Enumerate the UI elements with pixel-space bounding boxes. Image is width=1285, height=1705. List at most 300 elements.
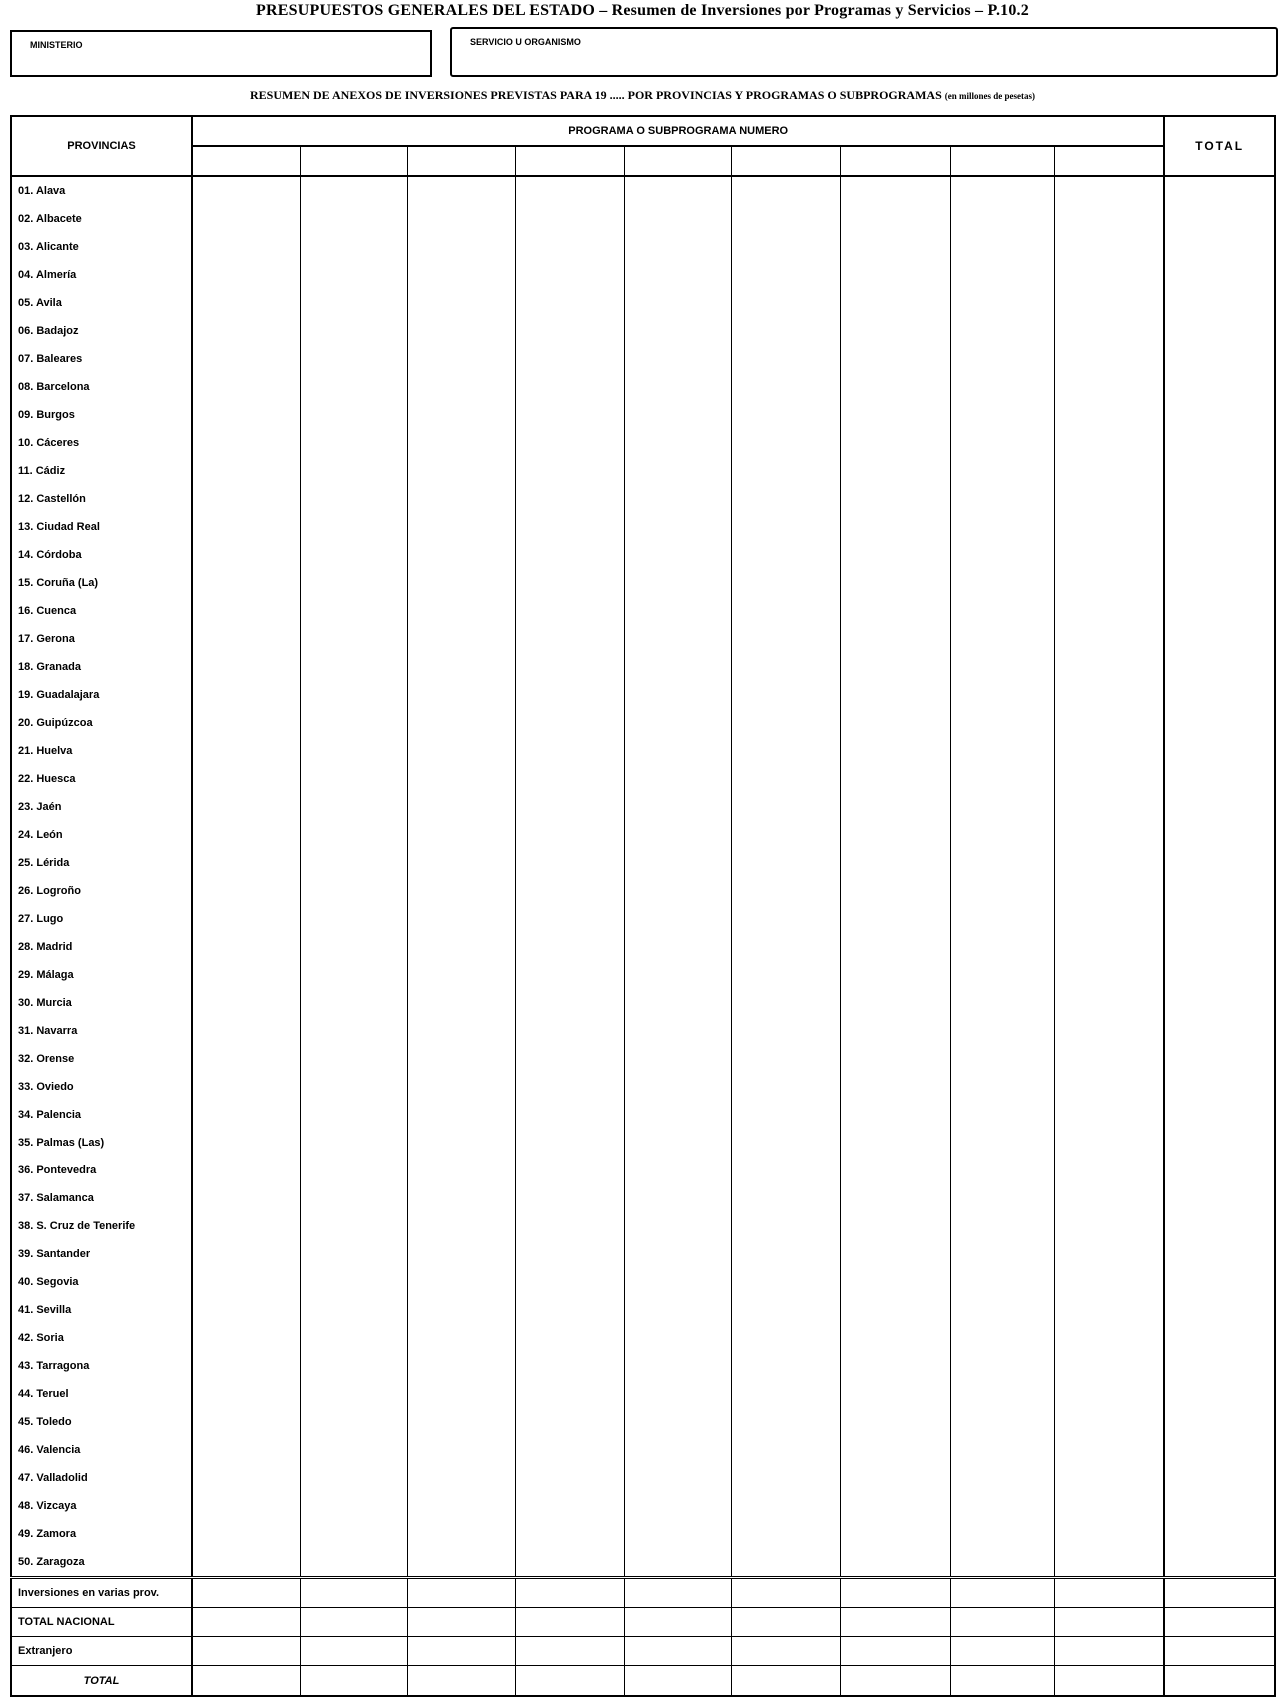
- amount-cell[interactable]: [515, 345, 624, 373]
- amount-cell[interactable]: [840, 1666, 951, 1696]
- amount-cell[interactable]: [1055, 1240, 1165, 1268]
- amount-cell[interactable]: [408, 429, 515, 457]
- amount-cell[interactable]: [192, 1101, 300, 1129]
- amount-cell[interactable]: [732, 1324, 840, 1352]
- amount-cell[interactable]: [951, 1212, 1055, 1240]
- amount-cell[interactable]: [1055, 457, 1165, 485]
- amount-cell[interactable]: [625, 513, 732, 541]
- row-total-cell[interactable]: [1164, 513, 1275, 541]
- amount-cell[interactable]: [515, 849, 624, 877]
- amount-cell[interactable]: [192, 1520, 300, 1548]
- amount-cell[interactable]: [408, 1578, 515, 1608]
- amount-cell[interactable]: [732, 1296, 840, 1324]
- row-total-cell[interactable]: [1164, 401, 1275, 429]
- amount-cell[interactable]: [192, 1240, 300, 1268]
- amount-cell[interactable]: [951, 1240, 1055, 1268]
- amount-cell[interactable]: [300, 1464, 407, 1492]
- amount-cell[interactable]: [951, 1380, 1055, 1408]
- amount-cell[interactable]: [300, 317, 407, 345]
- program-number-cell[interactable]: [951, 146, 1055, 176]
- amount-cell[interactable]: [1055, 933, 1165, 961]
- amount-cell[interactable]: [1055, 877, 1165, 905]
- row-total-cell[interactable]: [1164, 1492, 1275, 1520]
- amount-cell[interactable]: [625, 261, 732, 289]
- amount-cell[interactable]: [625, 289, 732, 317]
- amount-cell[interactable]: [625, 1492, 732, 1520]
- amount-cell[interactable]: [1055, 961, 1165, 989]
- amount-cell[interactable]: [951, 681, 1055, 709]
- amount-cell[interactable]: [408, 793, 515, 821]
- amount-cell[interactable]: [840, 1464, 951, 1492]
- amount-cell[interactable]: [840, 429, 951, 457]
- amount-cell[interactable]: [625, 793, 732, 821]
- row-total-cell[interactable]: [1164, 905, 1275, 933]
- amount-cell[interactable]: [840, 1492, 951, 1520]
- amount-cell[interactable]: [192, 289, 300, 317]
- amount-cell[interactable]: [732, 961, 840, 989]
- amount-cell[interactable]: [732, 1464, 840, 1492]
- amount-cell[interactable]: [951, 1408, 1055, 1436]
- amount-cell[interactable]: [408, 1637, 515, 1666]
- amount-cell[interactable]: [408, 821, 515, 849]
- row-total-cell[interactable]: [1164, 681, 1275, 709]
- amount-cell[interactable]: [840, 1637, 951, 1666]
- amount-cell[interactable]: [1055, 765, 1165, 793]
- amount-cell[interactable]: [625, 821, 732, 849]
- amount-cell[interactable]: [951, 709, 1055, 737]
- amount-cell[interactable]: [408, 1352, 515, 1380]
- amount-cell[interactable]: [300, 933, 407, 961]
- row-total-cell[interactable]: [1164, 289, 1275, 317]
- amount-cell[interactable]: [300, 1045, 407, 1073]
- amount-cell[interactable]: [1055, 176, 1165, 205]
- amount-cell[interactable]: [515, 1548, 624, 1578]
- amount-cell[interactable]: [192, 849, 300, 877]
- amount-cell[interactable]: [1055, 1408, 1165, 1436]
- amount-cell[interactable]: [1055, 737, 1165, 765]
- amount-cell[interactable]: [840, 1184, 951, 1212]
- amount-cell[interactable]: [408, 1520, 515, 1548]
- amount-cell[interactable]: [408, 1492, 515, 1520]
- row-total-cell[interactable]: [1164, 1666, 1275, 1696]
- amount-cell[interactable]: [1055, 373, 1165, 401]
- amount-cell[interactable]: [300, 737, 407, 765]
- amount-cell[interactable]: [732, 485, 840, 513]
- program-number-cell[interactable]: [625, 146, 732, 176]
- amount-cell[interactable]: [1055, 849, 1165, 877]
- amount-cell[interactable]: [625, 1408, 732, 1436]
- amount-cell[interactable]: [1055, 1608, 1165, 1637]
- amount-cell[interactable]: [192, 905, 300, 933]
- amount-cell[interactable]: [951, 653, 1055, 681]
- program-number-cell[interactable]: [840, 146, 951, 176]
- amount-cell[interactable]: [951, 569, 1055, 597]
- amount-cell[interactable]: [732, 1408, 840, 1436]
- amount-cell[interactable]: [515, 765, 624, 793]
- amount-cell[interactable]: [732, 541, 840, 569]
- amount-cell[interactable]: [625, 176, 732, 205]
- amount-cell[interactable]: [1055, 1380, 1165, 1408]
- amount-cell[interactable]: [951, 261, 1055, 289]
- amount-cell[interactable]: [732, 1268, 840, 1296]
- amount-cell[interactable]: [951, 737, 1055, 765]
- amount-cell[interactable]: [515, 1129, 624, 1157]
- amount-cell[interactable]: [951, 625, 1055, 653]
- amount-cell[interactable]: [625, 317, 732, 345]
- amount-cell[interactable]: [408, 681, 515, 709]
- amount-cell[interactable]: [408, 233, 515, 261]
- amount-cell[interactable]: [732, 1578, 840, 1608]
- amount-cell[interactable]: [515, 1408, 624, 1436]
- amount-cell[interactable]: [192, 317, 300, 345]
- amount-cell[interactable]: [840, 793, 951, 821]
- amount-cell[interactable]: [1055, 1212, 1165, 1240]
- amount-cell[interactable]: [625, 569, 732, 597]
- amount-cell[interactable]: [192, 877, 300, 905]
- amount-cell[interactable]: [732, 1520, 840, 1548]
- amount-cell[interactable]: [515, 1073, 624, 1101]
- amount-cell[interactable]: [300, 345, 407, 373]
- amount-cell[interactable]: [300, 1578, 407, 1608]
- amount-cell[interactable]: [300, 1324, 407, 1352]
- amount-cell[interactable]: [515, 1436, 624, 1464]
- amount-cell[interactable]: [300, 961, 407, 989]
- amount-cell[interactable]: [192, 569, 300, 597]
- amount-cell[interactable]: [732, 1101, 840, 1129]
- amount-cell[interactable]: [840, 513, 951, 541]
- amount-cell[interactable]: [408, 1073, 515, 1101]
- row-total-cell[interactable]: [1164, 1129, 1275, 1157]
- amount-cell[interactable]: [192, 429, 300, 457]
- amount-cell[interactable]: [951, 205, 1055, 233]
- amount-cell[interactable]: [408, 1408, 515, 1436]
- amount-cell[interactable]: [300, 989, 407, 1017]
- amount-cell[interactable]: [840, 345, 951, 373]
- row-total-cell[interactable]: [1164, 849, 1275, 877]
- amount-cell[interactable]: [515, 1101, 624, 1129]
- amount-cell[interactable]: [951, 1666, 1055, 1696]
- amount-cell[interactable]: [408, 653, 515, 681]
- amount-cell[interactable]: [625, 1578, 732, 1608]
- amount-cell[interactable]: [951, 1045, 1055, 1073]
- amount-cell[interactable]: [515, 1184, 624, 1212]
- row-total-cell[interactable]: [1164, 485, 1275, 513]
- amount-cell[interactable]: [515, 176, 624, 205]
- amount-cell[interactable]: [515, 261, 624, 289]
- amount-cell[interactable]: [625, 1464, 732, 1492]
- amount-cell[interactable]: [951, 1101, 1055, 1129]
- row-total-cell[interactable]: [1164, 1520, 1275, 1548]
- row-total-cell[interactable]: [1164, 933, 1275, 961]
- amount-cell[interactable]: [408, 1548, 515, 1578]
- amount-cell[interactable]: [192, 1073, 300, 1101]
- amount-cell[interactable]: [732, 1157, 840, 1185]
- amount-cell[interactable]: [951, 989, 1055, 1017]
- row-total-cell[interactable]: [1164, 877, 1275, 905]
- amount-cell[interactable]: [192, 1184, 300, 1212]
- amount-cell[interactable]: [300, 681, 407, 709]
- amount-cell[interactable]: [515, 653, 624, 681]
- amount-cell[interactable]: [732, 1666, 840, 1696]
- amount-cell[interactable]: [408, 1017, 515, 1045]
- amount-cell[interactable]: [951, 765, 1055, 793]
- amount-cell[interactable]: [840, 373, 951, 401]
- amount-cell[interactable]: [515, 1296, 624, 1324]
- row-total-cell[interactable]: [1164, 1073, 1275, 1101]
- amount-cell[interactable]: [732, 765, 840, 793]
- amount-cell[interactable]: [951, 1184, 1055, 1212]
- amount-cell[interactable]: [300, 765, 407, 793]
- amount-cell[interactable]: [732, 317, 840, 345]
- amount-cell[interactable]: [732, 1492, 840, 1520]
- amount-cell[interactable]: [951, 1073, 1055, 1101]
- amount-cell[interactable]: [300, 1073, 407, 1101]
- amount-cell[interactable]: [1055, 905, 1165, 933]
- amount-cell[interactable]: [192, 1637, 300, 1666]
- amount-cell[interactable]: [840, 457, 951, 485]
- amount-cell[interactable]: [840, 737, 951, 765]
- amount-cell[interactable]: [300, 1352, 407, 1380]
- amount-cell[interactable]: [625, 989, 732, 1017]
- amount-cell[interactable]: [300, 1380, 407, 1408]
- amount-cell[interactable]: [840, 289, 951, 317]
- amount-cell[interactable]: [625, 1045, 732, 1073]
- amount-cell[interactable]: [408, 1666, 515, 1696]
- row-total-cell[interactable]: [1164, 1352, 1275, 1380]
- amount-cell[interactable]: [625, 625, 732, 653]
- amount-cell[interactable]: [840, 765, 951, 793]
- amount-cell[interactable]: [625, 597, 732, 625]
- amount-cell[interactable]: [1055, 569, 1165, 597]
- amount-cell[interactable]: [1055, 345, 1165, 373]
- row-total-cell[interactable]: [1164, 1296, 1275, 1324]
- amount-cell[interactable]: [732, 737, 840, 765]
- amount-cell[interactable]: [1055, 625, 1165, 653]
- row-total-cell[interactable]: [1164, 345, 1275, 373]
- amount-cell[interactable]: [192, 1129, 300, 1157]
- amount-cell[interactable]: [625, 1073, 732, 1101]
- amount-cell[interactable]: [732, 1045, 840, 1073]
- amount-cell[interactable]: [515, 1637, 624, 1666]
- amount-cell[interactable]: [408, 1436, 515, 1464]
- amount-cell[interactable]: [300, 429, 407, 457]
- row-total-cell[interactable]: [1164, 1157, 1275, 1185]
- row-total-cell[interactable]: [1164, 1045, 1275, 1073]
- amount-cell[interactable]: [840, 1212, 951, 1240]
- amount-cell[interactable]: [1055, 1666, 1165, 1696]
- amount-cell[interactable]: [192, 625, 300, 653]
- row-total-cell[interactable]: [1164, 569, 1275, 597]
- row-total-cell[interactable]: [1164, 1608, 1275, 1637]
- amount-cell[interactable]: [515, 709, 624, 737]
- amount-cell[interactable]: [840, 569, 951, 597]
- amount-cell[interactable]: [300, 205, 407, 233]
- amount-cell[interactable]: [192, 709, 300, 737]
- amount-cell[interactable]: [840, 1157, 951, 1185]
- amount-cell[interactable]: [840, 1380, 951, 1408]
- amount-cell[interactable]: [625, 765, 732, 793]
- amount-cell[interactable]: [840, 709, 951, 737]
- amount-cell[interactable]: [192, 1608, 300, 1637]
- amount-cell[interactable]: [1055, 317, 1165, 345]
- amount-cell[interactable]: [951, 849, 1055, 877]
- amount-cell[interactable]: [625, 1212, 732, 1240]
- amount-cell[interactable]: [732, 1436, 840, 1464]
- amount-cell[interactable]: [300, 1548, 407, 1578]
- amount-cell[interactable]: [1055, 1520, 1165, 1548]
- amount-cell[interactable]: [732, 233, 840, 261]
- amount-cell[interactable]: [192, 1157, 300, 1185]
- amount-cell[interactable]: [408, 1464, 515, 1492]
- amount-cell[interactable]: [408, 765, 515, 793]
- amount-cell[interactable]: [192, 793, 300, 821]
- amount-cell[interactable]: [625, 737, 732, 765]
- amount-cell[interactable]: [840, 681, 951, 709]
- amount-cell[interactable]: [625, 653, 732, 681]
- amount-cell[interactable]: [192, 1324, 300, 1352]
- row-total-cell[interactable]: [1164, 261, 1275, 289]
- amount-cell[interactable]: [300, 1184, 407, 1212]
- amount-cell[interactable]: [732, 1352, 840, 1380]
- amount-cell[interactable]: [625, 457, 732, 485]
- amount-cell[interactable]: [625, 485, 732, 513]
- amount-cell[interactable]: [300, 905, 407, 933]
- amount-cell[interactable]: [192, 765, 300, 793]
- amount-cell[interactable]: [1055, 1492, 1165, 1520]
- amount-cell[interactable]: [1055, 709, 1165, 737]
- amount-cell[interactable]: [515, 513, 624, 541]
- amount-cell[interactable]: [625, 1017, 732, 1045]
- amount-cell[interactable]: [515, 793, 624, 821]
- amount-cell[interactable]: [1055, 597, 1165, 625]
- amount-cell[interactable]: [840, 1436, 951, 1464]
- amount-cell[interactable]: [840, 1408, 951, 1436]
- row-total-cell[interactable]: [1164, 1464, 1275, 1492]
- amount-cell[interactable]: [408, 737, 515, 765]
- amount-cell[interactable]: [732, 373, 840, 401]
- amount-cell[interactable]: [732, 345, 840, 373]
- amount-cell[interactable]: [300, 569, 407, 597]
- amount-cell[interactable]: [408, 1380, 515, 1408]
- amount-cell[interactable]: [732, 176, 840, 205]
- amount-cell[interactable]: [1055, 1101, 1165, 1129]
- amount-cell[interactable]: [1055, 1296, 1165, 1324]
- row-total-cell[interactable]: [1164, 1101, 1275, 1129]
- amount-cell[interactable]: [192, 513, 300, 541]
- amount-cell[interactable]: [300, 485, 407, 513]
- amount-cell[interactable]: [840, 597, 951, 625]
- amount-cell[interactable]: [192, 1380, 300, 1408]
- amount-cell[interactable]: [1055, 821, 1165, 849]
- row-total-cell[interactable]: [1164, 1578, 1275, 1608]
- amount-cell[interactable]: [1055, 513, 1165, 541]
- amount-cell[interactable]: [840, 1045, 951, 1073]
- amount-cell[interactable]: [408, 877, 515, 905]
- amount-cell[interactable]: [840, 1520, 951, 1548]
- amount-cell[interactable]: [515, 1464, 624, 1492]
- ministerio-field[interactable]: [10, 30, 432, 77]
- amount-cell[interactable]: [732, 625, 840, 653]
- amount-cell[interactable]: [625, 849, 732, 877]
- amount-cell[interactable]: [951, 429, 1055, 457]
- amount-cell[interactable]: [192, 1045, 300, 1073]
- amount-cell[interactable]: [951, 1548, 1055, 1578]
- amount-cell[interactable]: [300, 1129, 407, 1157]
- amount-cell[interactable]: [515, 1578, 624, 1608]
- amount-cell[interactable]: [951, 1268, 1055, 1296]
- amount-cell[interactable]: [840, 1268, 951, 1296]
- amount-cell[interactable]: [515, 625, 624, 653]
- amount-cell[interactable]: [840, 1296, 951, 1324]
- amount-cell[interactable]: [300, 457, 407, 485]
- amount-cell[interactable]: [625, 961, 732, 989]
- amount-cell[interactable]: [192, 1017, 300, 1045]
- amount-cell[interactable]: [192, 261, 300, 289]
- amount-cell[interactable]: [1055, 233, 1165, 261]
- amount-cell[interactable]: [625, 373, 732, 401]
- amount-cell[interactable]: [515, 401, 624, 429]
- amount-cell[interactable]: [840, 905, 951, 933]
- amount-cell[interactable]: [1055, 401, 1165, 429]
- amount-cell[interactable]: [408, 261, 515, 289]
- amount-cell[interactable]: [732, 513, 840, 541]
- amount-cell[interactable]: [951, 457, 1055, 485]
- amount-cell[interactable]: [515, 457, 624, 485]
- row-total-cell[interactable]: [1164, 1436, 1275, 1464]
- amount-cell[interactable]: [732, 709, 840, 737]
- amount-cell[interactable]: [515, 429, 624, 457]
- amount-cell[interactable]: [1055, 681, 1165, 709]
- amount-cell[interactable]: [625, 1380, 732, 1408]
- amount-cell[interactable]: [625, 401, 732, 429]
- amount-cell[interactable]: [732, 429, 840, 457]
- amount-cell[interactable]: [1055, 793, 1165, 821]
- amount-cell[interactable]: [300, 1436, 407, 1464]
- amount-cell[interactable]: [300, 373, 407, 401]
- amount-cell[interactable]: [732, 681, 840, 709]
- amount-cell[interactable]: [732, 457, 840, 485]
- amount-cell[interactable]: [192, 1492, 300, 1520]
- amount-cell[interactable]: [515, 933, 624, 961]
- amount-cell[interactable]: [951, 961, 1055, 989]
- amount-cell[interactable]: [515, 821, 624, 849]
- amount-cell[interactable]: [515, 233, 624, 261]
- amount-cell[interactable]: [840, 933, 951, 961]
- amount-cell[interactable]: [840, 1240, 951, 1268]
- amount-cell[interactable]: [515, 877, 624, 905]
- amount-cell[interactable]: [951, 1608, 1055, 1637]
- amount-cell[interactable]: [300, 233, 407, 261]
- amount-cell[interactable]: [840, 1101, 951, 1129]
- amount-cell[interactable]: [625, 1352, 732, 1380]
- amount-cell[interactable]: [192, 176, 300, 205]
- amount-cell[interactable]: [951, 1578, 1055, 1608]
- amount-cell[interactable]: [300, 1101, 407, 1129]
- amount-cell[interactable]: [951, 541, 1055, 569]
- amount-cell[interactable]: [408, 597, 515, 625]
- amount-cell[interactable]: [732, 289, 840, 317]
- amount-cell[interactable]: [515, 373, 624, 401]
- amount-cell[interactable]: [951, 1520, 1055, 1548]
- amount-cell[interactable]: [1055, 429, 1165, 457]
- amount-cell[interactable]: [192, 233, 300, 261]
- amount-cell[interactable]: [192, 1268, 300, 1296]
- amount-cell[interactable]: [732, 261, 840, 289]
- amount-cell[interactable]: [192, 1436, 300, 1464]
- program-number-cell[interactable]: [732, 146, 840, 176]
- amount-cell[interactable]: [300, 1520, 407, 1548]
- amount-cell[interactable]: [192, 821, 300, 849]
